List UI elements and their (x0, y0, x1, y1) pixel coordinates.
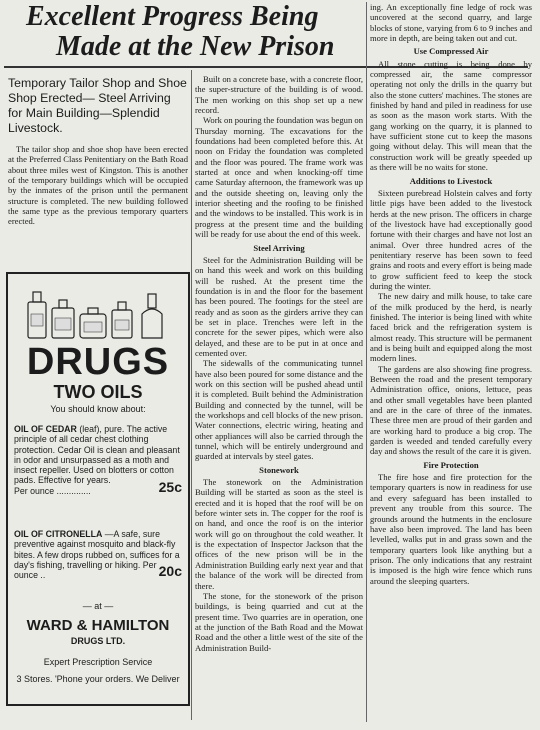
product-name: OIL OF CITRONELLA (14, 529, 103, 539)
section-heading: Stonework (259, 464, 299, 475)
product-price: 20c (158, 563, 182, 580)
paragraph: Steel for the Administration Building will be on hand this week and work on this building will be rushed. At the present time the foundation is in and the floor for the basement has been poured. The footings for the steel are ready and as soon as the girders arrive they can be set in place. Trenches were left in the concrete for the sewer pipes, which were also delayed, and these are to be put in at once and cemented over. (195, 254, 363, 358)
paragraph: Work on pouring the foundation was begun on Thursday morning. The excavations for the foundations had been completed before this. At noon on Friday the foundation was completed and the floor was poured. The frame work was started at once and when knocking-off time came Saturday afternoon, the framework was up and the outside sheeting on, leaving only the interior sheeting and the roofing to be finished and the windows to be installed. This work is in progress at the present time and the building will be ready for use about the end of this week. (195, 115, 363, 240)
column-2 (195, 74, 363, 724)
ad-company-sub: DRUGS LTD. (70, 636, 126, 646)
paragraph: All stone cutting is being done by compressed air, the same compressor operating not only the drills in the quarry but also the stone cutters' machines. The stones are finished by hand and piled in readiness for use as soon as the mason work starts. With the gang working on the quarry, it is planned to have sufficient stone cut to keep the masons going without delay. This will mean that the construction work will be greatly speeded up as there will be no waits for stone. (370, 58, 532, 173)
ad-title: DRUGS (26, 341, 170, 383)
paragraph: The gardens are also showing fine progress. Between the road and the present temporary Administration office, onions, lettuce, peas and other small vegetables have been planted and are in the care of three of the inmates. These three men are proud of their garden and are working hard to produce a big crop. The garden is weeded and tended carefully every day and shows the result of the care it is given. (370, 363, 532, 457)
ad-company: WARD & HAMILTON (26, 617, 170, 634)
ad-subtitle: TWO OILS (53, 382, 143, 402)
paragraph: Sixteen purebread Holstein calves and forty little pigs have been added to the livestock herds at the new prison. The officers in charge of the livestock have had exceptionally good fortune with their charges and have not lost an animal. Over three hundred acres of the penitentiary reserve has been sown to feed grains and roots and every effort is being made to grow sufficient feed to keep the stock during the winter. (370, 187, 532, 291)
ad-stores: 3 Stores. 'Phone your orders. We Deliver (16, 674, 180, 684)
product-description: —A safe, sure preventive against mosquito and black-fly bites. A few drops rubbed on, suffices for a day's fishing, travelling or hiking. Per ounce .. (14, 529, 180, 581)
drugs-advertisement (6, 272, 190, 706)
ad-intro: You should know about: (50, 404, 146, 414)
paragraph: The stone, for the stonework of the prison buildings, is being quarried and cut at the present time. Two quarries are in operation, one at the junction of the Bath Road and the Mowat Road and the other a little west of the site of the Administration Build- (195, 590, 363, 653)
section-heading: Use Compressed Air (413, 46, 489, 57)
ad-service: Expert Prescription Service (43, 657, 153, 667)
ad-at: — at — (82, 601, 114, 611)
ad-product-citronella (14, 529, 182, 580)
section-heading: Fire Protection (423, 459, 479, 470)
ad-product-cedar (14, 424, 182, 496)
product-description: (leaf), pure. The active principle of all cedar chest clothing protection. Cedar Oil is clean and pleasant in odor and unsurpassed as a moth and insect repeller. Used on blotters or cotton pads. Effective for years. (14, 424, 180, 486)
column-1 (8, 74, 188, 269)
paragraph: The stonework on the Administration Building will be started as soon as the steel is erected and it is hoped that the roof will be on before winter sets in. The copper for the roof is on hand, and once the roof is on the interior work will go on throughout the cold weather. It is the expectation of Inspector Jackson that the offices of the new prison will be in the Administration Building early next year and that the balance of the work will be directed from there. (195, 477, 363, 591)
product-price: 25c (158, 478, 182, 495)
medicine-bottles-illustration (24, 280, 174, 340)
column-divider (191, 70, 192, 720)
product-name: OIL OF CEDAR (14, 424, 77, 434)
subheadline: Temporary Tailor Shop and Shoe Shop Erected— Steel Arriving for Main Building—Splendid Livestock. (8, 76, 187, 135)
paragraph: The fire hose and fire protection for the temporary quarters is now in readiness for use and every safeguard has been installed to prevent any trouble from this source. The grounds around the hutments in the enclosure have also been improved. The land has been levelled, walks put in and grass sown and the temporary quarters look like anything but a prison. The only indications that any restraint is imposed is the high wire fence which runs around the sleeping quarters. (370, 472, 532, 586)
paragraph: ing. An exceptionally fine ledge of rock was uncovered at the second quarry, and large blocks of stone, varying from 6 to 9 inches and more in depth, are being taken out and cut. (370, 2, 532, 44)
section-heading: Additions to Livestock (409, 175, 493, 186)
column-divider (366, 2, 367, 722)
column-1-paragraph: The tailor shop and shoe shop have been erected at the Preferred Class Penitentiary on the Bath Road about three miles west of Kingston. This is another of the temporary buildings which will be occupied by the inmates of the prison until the permanent structure is completed. The new building followed the same type as the previous temporary quarters erected. (8, 144, 188, 227)
paragraph: Built on a concrete base, with a concrete floor, the super-structure of the building is of wood. The men working on this shop set up a new record. (195, 74, 364, 116)
paragraph: The sidewalls of the communicating tunnel have also been poured for some distance and the work on this section will be pushed ahead until it is completed. Built behind the Administration Building and connected by the tunnel, will be the workshops and cell blocks of the new prison. Water connections, electric wiring, heating and other appliances will also be carried through the tunnel, which will be entirely underground and guarded at intervals by steel gates. (195, 358, 363, 462)
column-3 (370, 2, 532, 724)
headline-line-1: Excellent Progress Being (26, 1, 319, 32)
headline-line-2: Made at the New Prison (56, 31, 335, 62)
product-per: Per ounce .............. (14, 485, 91, 496)
paragraph: The new dairy and milk house, to take care of the milk produced by the herd, is nearly finished. The interior is being lined with white faced brick and the refrigeration system is almost ready. This structure will be permanent and is being built and equipped along the most modern lines. (370, 291, 532, 364)
section-heading: Steel Arriving (253, 242, 305, 253)
